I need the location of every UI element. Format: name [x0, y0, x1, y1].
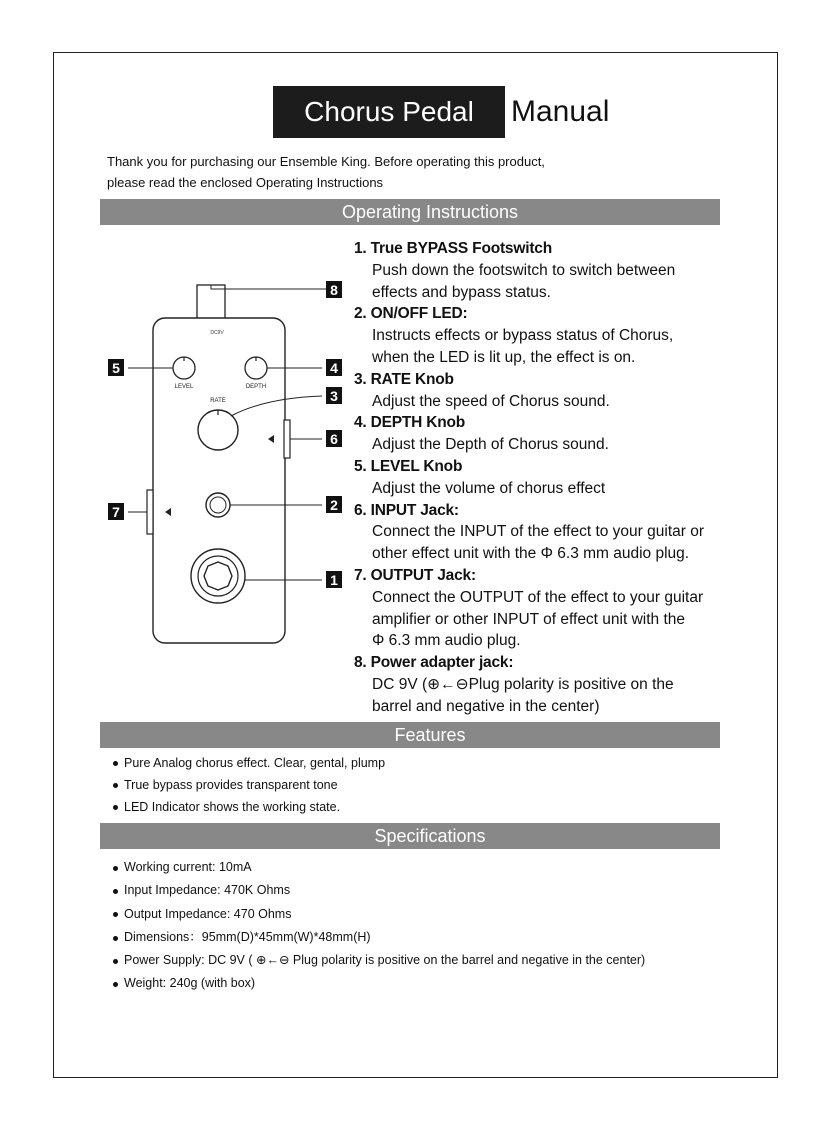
instruction-body: DC 9V (⊕←⊖Plug polarity is positive on the [372, 675, 674, 693]
spec-item: Working current: 10mA [112, 856, 645, 879]
instruction-item [354, 500, 754, 565]
callout-line-8 [211, 285, 326, 289]
instructions-list [354, 238, 754, 718]
intro-text [107, 151, 707, 193]
callout-4: 4 [330, 360, 338, 376]
title-dark-box: Chorus Pedal [273, 86, 505, 138]
instruction-body: effects and bypass status. [372, 283, 551, 301]
footswitch-nut-shape [204, 562, 232, 590]
instruction-body: barrel and negative in the center) [372, 697, 600, 715]
spec-item: Weight: 240g (with box) [112, 972, 645, 995]
instruction-title: 2. ON/OFF LED: [354, 305, 468, 323]
instruction-item [354, 652, 754, 717]
feature-item: Pure Analog chorus effect. Clear, gental, plump [112, 752, 385, 774]
instruction-body: Adjust the volume of chorus effect [372, 479, 606, 497]
callout-6: 6 [330, 431, 338, 447]
callout-7: 7 [112, 504, 120, 520]
pedal-drawing [100, 240, 360, 660]
callout-3: 3 [330, 388, 338, 404]
spec-item: Power Supply: DC 9V ( ⊕←⊖ Plug polarity is positive on the barrel and negative in the center) [112, 949, 645, 972]
pedal-diagram [100, 240, 360, 660]
instruction-title: 7. OUTPUT Jack: [354, 566, 476, 584]
instruction-title: 5. LEVEL Knob [354, 457, 463, 475]
intro-line: please read the enclosed Operating Instructions [107, 175, 384, 190]
instruction-title: 1. True BYPASS Footswitch [354, 240, 552, 257]
features-list [112, 752, 385, 818]
feature-item: True bypass provides transparent tone [112, 774, 385, 796]
instruction-title: 6. INPUT Jack: [354, 501, 459, 519]
manual-title [273, 86, 609, 138]
depth-label: DEPTH [245, 384, 267, 390]
instruction-body: Push down the footswitch to switch between [372, 261, 676, 279]
spec-item: Output Impedance: 470 Ohms [112, 903, 645, 926]
input-jack-shape [284, 420, 290, 458]
instruction-item [354, 303, 754, 368]
section-title: Features [394, 725, 466, 745]
instruction-body: Connect the INPUT of the effect to your guitar or [372, 523, 704, 541]
instruction-body: Connect the OUTPUT of the effect to your guitar [372, 588, 704, 606]
instruction-item [354, 238, 754, 303]
callout-5: 5 [112, 360, 120, 376]
section-bar-operating [100, 199, 720, 225]
section-title: Specifications [374, 826, 486, 846]
instruction-item [354, 565, 754, 652]
rate-label: RATE [210, 398, 226, 404]
spec-item: Dimensions：95mm(D)*45mm(W)*48mm(H) [112, 926, 645, 949]
section-title: Operating Instructions [341, 202, 519, 222]
instruction-title: 8. Power adapter jack: [354, 654, 514, 672]
instruction-title: 3. RATE Knob [354, 370, 454, 388]
section-bar-specifications [100, 823, 720, 849]
instruction-body: Φ 6.3 mm audio plug. [372, 632, 521, 650]
instruction-title: 4. DEPTH Knob [354, 414, 466, 432]
feature-item: LED Indicator shows the working state. [112, 796, 385, 818]
dc-label: DC9V [210, 330, 224, 336]
instruction-item [354, 412, 754, 456]
callout-1: 1 [330, 572, 338, 588]
instruction-body: amplifier or other INPUT of effect unit with the [372, 610, 686, 628]
callout-8: 8 [330, 282, 338, 298]
instruction-item [354, 369, 754, 413]
title-light-text: Manual [511, 95, 610, 128]
instruction-item [354, 456, 754, 500]
instruction-body: Adjust the Depth of Chorus sound. [372, 436, 609, 454]
spec-item: Input Impedance: 470K Ohms [112, 879, 645, 902]
power-jack-shape [197, 285, 225, 320]
instruction-body: other effect unit with the Φ 6.3 mm audio plug. [372, 545, 690, 563]
instruction-body: Instructs effects or bypass status of Chorus, [372, 327, 674, 345]
specifications-list [112, 856, 645, 996]
level-label: LEVEL [174, 384, 194, 390]
instruction-body: Adjust the speed of Chorus sound. [372, 392, 610, 410]
intro-line: Thank you for purchasing our Ensemble King. Before operating this product, [107, 154, 545, 169]
instruction-body: when the LED is lit up, the effect is on. [372, 348, 636, 366]
callout-2: 2 [330, 497, 338, 513]
section-bar-features [100, 722, 720, 748]
output-jack-shape [147, 490, 153, 534]
